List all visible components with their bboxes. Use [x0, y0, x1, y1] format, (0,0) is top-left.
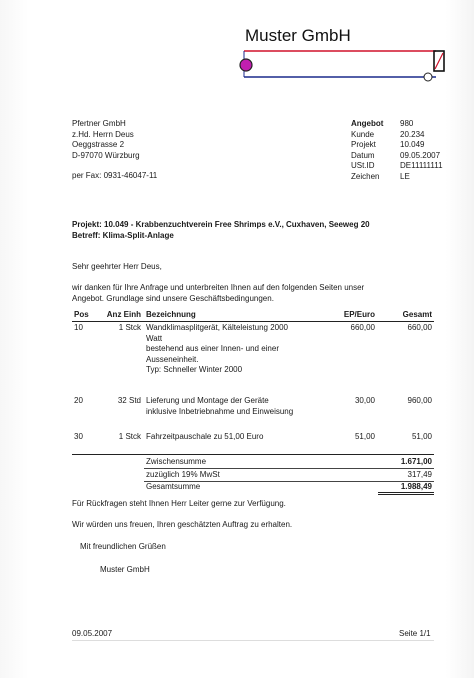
description-line: Ausseneinheit. [146, 354, 199, 364]
address-line: z.Hd. Herrn Deus [72, 129, 134, 139]
salutation: Sehr geehrter Herr Deus, [72, 262, 162, 271]
description-line: Wandklimasplitgerät, Kälteleistung 2000 [146, 323, 289, 332]
row-qty: 1 Stck [118, 323, 141, 332]
offer-table [72, 310, 434, 495]
row-pos: 30 [74, 432, 83, 441]
row-unit-price: 51,00 [354, 432, 375, 441]
row-qty: 32 Std [117, 396, 141, 405]
meta-key: Kunde [351, 129, 375, 139]
company-title: Muster GmbH [245, 26, 351, 45]
meta-value: DE11111111 [400, 161, 443, 170]
meta-row-vat-id [351, 161, 451, 172]
meta-value: LE [400, 171, 410, 181]
vat-label: zuzüglich 19% MwSt [146, 470, 220, 479]
project-line: Projekt: 10.049 - Krabbenzuchtverein Free Shrimps e.V., Cuxhaven, Seeweg 20 [72, 220, 370, 229]
row-unit-price: 660,00 [350, 323, 375, 332]
description-line: bestehend aus einer Innen- und einer [146, 344, 279, 353]
fax-line: per Fax: 0931-46047-11 [72, 171, 158, 180]
footer-divider [72, 640, 434, 641]
address-line: D-97070 Würzburg [72, 150, 140, 160]
subtotal-divider [144, 468, 434, 469]
row-total: 660,00 [407, 323, 432, 332]
footer-page-number: Seite 1/1 [399, 629, 431, 638]
header-divider [72, 321, 434, 322]
subtotal-label: Zwischensumme [146, 457, 207, 466]
footer-date: 09.05.2007 [72, 629, 113, 638]
description-line: Typ: Schneller Winter 2000 [146, 365, 243, 374]
regards-line: Mit freundlichen Grüßen [80, 542, 166, 551]
row-total: 960,00 [407, 396, 432, 405]
header-description: Bezeichnung [146, 310, 196, 319]
recipient-address [72, 119, 140, 161]
company-logo [236, 47, 456, 85]
meta-value: 20.234 [400, 129, 425, 139]
subtotal-value: 1.671,00 [400, 457, 432, 466]
address-line: Oeggstrasse 2 [72, 140, 125, 149]
total-value: 1.988,49 [400, 482, 432, 491]
intro-line: wir danken für Ihre Anfrage und unterbreiten Ihnen auf den folgenden Seiten unser [72, 283, 365, 292]
header-unit-price: EP/Euro [343, 310, 375, 319]
address-line: Pfertner GmbH [72, 119, 126, 128]
meta-value: 980 [400, 119, 414, 128]
meta-value: 09.05.2007 [400, 150, 441, 160]
total-double-underline [378, 492, 434, 495]
meta-row-project [351, 140, 451, 151]
intro-line: Angebot. Grundlage sind unsere Geschäftsbedingungen. [72, 293, 274, 303]
logo-small-circle [424, 73, 432, 81]
meta-key: Angebot [351, 119, 384, 128]
description-line: Lieferung und Montage der Geräte [146, 396, 269, 405]
description-line: Watt [146, 333, 163, 343]
meta-row-reference [351, 172, 451, 183]
vat-value: 317,49 [407, 470, 432, 479]
meta-key: USt.ID [351, 161, 375, 170]
header-qty: Anz Einh [106, 310, 141, 319]
document-meta [351, 119, 451, 182]
reference-line: Betreff: Klima-Split-Anlage [72, 230, 174, 240]
logo-magenta-dot [240, 59, 252, 71]
meta-row-date [351, 151, 451, 162]
row-description [146, 396, 293, 417]
meta-row-offer [351, 119, 451, 130]
pleased-line: Wir würden uns freuen, Ihren geschätzten Auftrag zu erhalten. [72, 520, 293, 529]
intro-paragraph [72, 283, 364, 304]
row-qty: 1 Stck [118, 432, 141, 441]
total-label: Gesamtsumme [146, 482, 201, 491]
signature: Muster GmbH [100, 565, 150, 574]
row-unit-price: 30,00 [354, 396, 375, 405]
header-total: Gesamt [402, 310, 432, 319]
header-pos: Pos [74, 310, 89, 319]
meta-row-customer [351, 130, 451, 141]
row-pos: 10 [74, 323, 83, 332]
meta-key: Datum [351, 150, 375, 160]
row-description [146, 432, 263, 443]
meta-key: Projekt [351, 140, 376, 149]
row-total: 51,00 [411, 432, 432, 441]
description-line: Fahrzeitpauschale zu 51,00 Euro [146, 432, 264, 441]
meta-value: 10.049 [400, 140, 425, 149]
row-pos: 20 [74, 396, 83, 405]
questions-line: Für Rückfragen steht Ihnen Herr Leiter gerne zur Verfügung. [72, 499, 286, 508]
subject-block [72, 220, 370, 241]
sum-divider [72, 454, 434, 455]
description-line: inklusive Inbetriebnahme und Einweisung [146, 406, 294, 416]
meta-key: Zeichen [351, 171, 380, 181]
row-description [146, 323, 288, 376]
